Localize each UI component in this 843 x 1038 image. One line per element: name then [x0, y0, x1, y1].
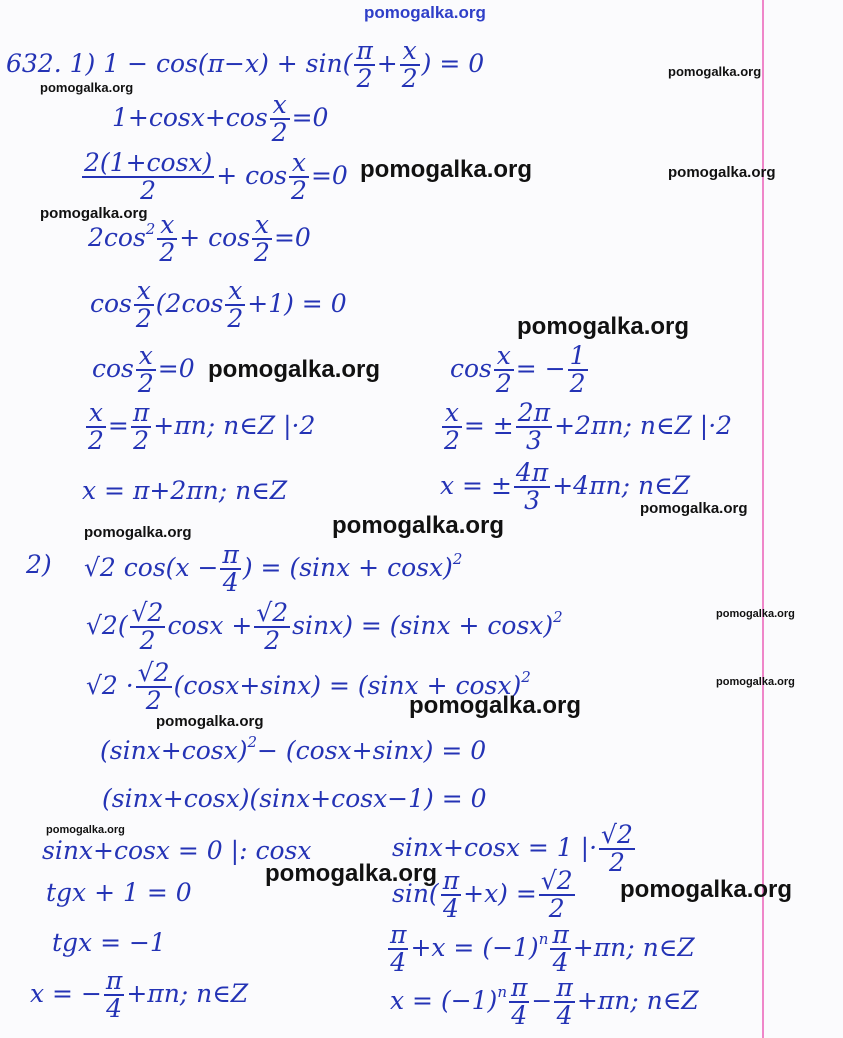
watermark: pomogalka.org: [716, 608, 795, 620]
part1-line3: $\frac{2(1+\cos x)}{2}$ + cos $\frac{x}{2}$ =0: [84, 148, 348, 206]
part2-right-line7: sin( $\frac{\pi}{4}$ +x) = $\frac{√2}{2}$: [392, 866, 573, 924]
part1-right-line7: $\frac{x}{2}$ = ± $\frac{2\pi}{3}$ +2πn; n∈Z |·2: [444, 398, 733, 456]
part1-line4: $2\cos^2$ $\frac{x}{2}$ + cos $\frac{x}{2}$ =0: [88, 210, 311, 268]
part2-left-line8: tgx = −1: [52, 928, 166, 957]
watermark: pomogalka.org: [208, 356, 381, 383]
watermark: pomogalka.org: [332, 512, 505, 539]
watermark: pomogalka.org: [84, 524, 192, 541]
part2-right-line8: $\frac{\pi}{4}$ $+x = (-1)^n$ $\frac{\pi}{4}$ +πn; n∈Z: [390, 920, 695, 978]
watermark: pomogalka.org: [46, 824, 125, 836]
part1-left-line6: cos $\frac{x}{2}$ =0: [92, 341, 195, 399]
watermark: pomogalka.org: [668, 164, 776, 181]
part2-line3: √2 · $\frac{√2}{2}$ $(\cos x+\sin x) = (\sin x + \cos x)^2$: [86, 658, 531, 716]
problem-number: 632. 1) 1 − cos(π−x) + sin(: [6, 48, 353, 78]
watermark: pomogalka.org: [640, 500, 748, 517]
part1-right-line6: cos $\frac{x}{2}$ = − $\frac{1}{2}$: [450, 341, 586, 399]
part1-line2: 1+cosx+cos $\frac{x}{2}$ =0: [112, 90, 329, 148]
watermark: pomogalka.org: [265, 860, 438, 887]
part2-line5: (sinx+cosx)(sinx+cosx−1) = 0: [102, 784, 487, 813]
part1-left-line7: $\frac{x}{2}$ = $\frac{\pi}{2}$ +πn; n∈Z |·2: [88, 398, 316, 456]
part2-line4: $(\sin x+\cos x)^2- (\cos x+\sin x) = 0$: [100, 733, 487, 765]
watermark: pomogalka.org: [409, 692, 582, 719]
header-watermark: pomogalka.org: [364, 3, 486, 22]
watermark: pomogalka.org: [360, 156, 533, 183]
part1-left-line8: x = π+2πn; n∈Z: [82, 476, 288, 505]
part2-label: 2): [26, 550, 52, 579]
fraction: $\frac{\pi}{2}$: [356, 36, 373, 94]
part2-left-line6: sinx+cosx = 0 |: cosx: [42, 836, 312, 865]
watermark: pomogalka.org: [517, 313, 690, 340]
watermark: pomogalka.org: [668, 64, 762, 79]
watermark: pomogalka.org: [716, 676, 795, 688]
part2-right-line9: $x = (-1)^n$ $\frac{\pi}{4}$ − $\frac{\pi}{4}$ +πn; n∈Z: [390, 973, 699, 1031]
part1-line1: 632. 1) 1 − cos(π−x) + sin( $\frac{\pi}{2}$ + $\frac{x}{2}$ ) = 0: [6, 36, 485, 94]
part1-right-line8: x = ± $\frac{4\pi}{3}$ +4πn; n∈Z: [440, 458, 690, 516]
part2-line2: √2( $\frac{√2}{2}$ cosx + $\frac{√2}{2}$ $\sin x) = (\sin x + \cos x)^2$: [86, 598, 563, 656]
part2-left-line9: x = − $\frac{\pi}{4}$ +πn; n∈Z: [30, 966, 249, 1024]
watermark: pomogalka.org: [620, 876, 793, 903]
part2-left-line7: tgx + 1 = 0: [46, 878, 192, 907]
part1-line5: cos $\frac{x}{2}$ (2cos $\frac{x}{2}$ +1) = 0: [90, 276, 347, 334]
watermark: pomogalka.org: [156, 713, 264, 730]
part2-line1: √2 cos(x − $\frac{\pi}{4}$ ) = $(\sin x + \cos x)^2$: [84, 540, 463, 598]
part2-right-line6: sinx+cosx = 1 |· $\frac{√2}{2}$: [392, 820, 633, 878]
watermark: pomogalka.org: [40, 205, 148, 222]
fraction: $\frac{x}{2}$: [401, 36, 418, 94]
watermark: pomogalka.org: [40, 80, 134, 95]
